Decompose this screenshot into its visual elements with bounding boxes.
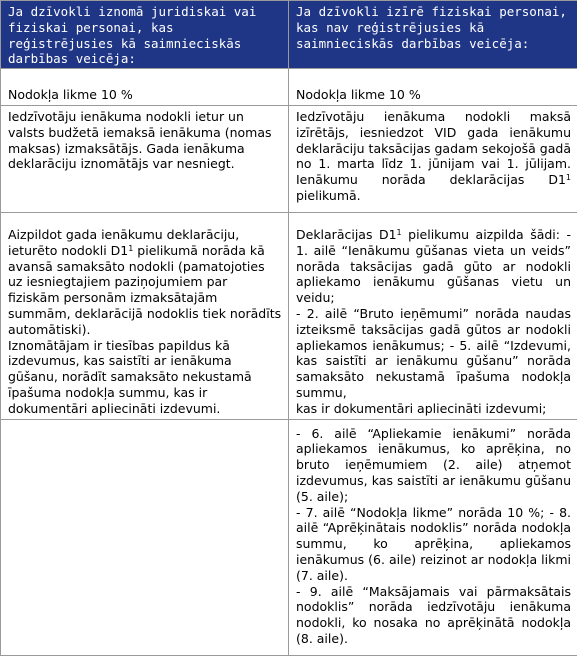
declaration-row (1, 212, 577, 419)
declaration-right (289, 212, 577, 419)
declaration-left (1, 212, 289, 419)
columns-right (289, 419, 577, 655)
declaration-right-sup: 1 (397, 228, 402, 237)
declaration-right-a: Deklarācijas D1 (296, 227, 397, 242)
header-left: Ja dzīvokli iznomā juridiskai vai fiziskai personai, kas reģistrējusies kā saimnieciskās darbības veicēja: (1, 1, 289, 69)
columns-right-p2: - 7. ailē “Nodokļa likme” norāda 10 %; - 8. ailē “Aprēķinātais nodoklis” norāda nodokļa summu, ko aprēķina, apliekamos ienākumus (6. aile) reizinot ar nodokļa likmi (7. aile). (296, 505, 571, 584)
tax-rate-right: Nodokļa likme 10 % (296, 87, 421, 102)
declaration-right-b: pielikumu aizpilda šādi: - 1. ailē “Ienākumu gūšanas vieta un veids” norāda taksācijas gadā gūto ar nodokli apliekamo ienākumu gūšanas vietu un veidu; (296, 227, 571, 305)
declaration-left-sup: 1 (128, 244, 133, 253)
columns-right-p3: - 9. ailē “Maksājamais vai pārmaksātais nodoklis” norāda iedzīvotāju ienākuma nodokli, ko nosaka no aprēķinātā nodokļa (8. aile). (296, 584, 571, 647)
payment-right (289, 105, 577, 212)
declaration-left-p1a: Aizpildot gada ienākumu deklarāciju, ieturēto nodokli D1 (8, 227, 239, 258)
columns-row (1, 419, 577, 655)
header-row (1, 1, 577, 69)
tax-rate-left: Nodokļa likme 10 % (8, 87, 133, 102)
payment-right-text: Iedzīvotāju ienākuma nodokli maksā izīrētājs, iesniedzot VID gada ienākumu deklarāciju taksācijas gadam sekojošā gadā no 1. marta līdz 1. jūnijam vai 1. jūlijam. Ienākumu norāda deklarācijas D1 (296, 109, 571, 187)
columns-right-p1: - 6. ailē “Apliekamie ienākumi” norāda apliekamos ienākumus, ko aprēķina, no bruto ieņēmumiem (2. aile) atņemot izdevumus, kas saistīti ar ienākumu gūšanu (5. aile); (296, 426, 571, 505)
tax-rate-row (1, 69, 577, 106)
columns-left (1, 419, 289, 655)
header-right: Ja dzīvokli izīrē fiziskai personai, kas nav reģistrējusies kā saimnieciskās darbības veicēja: (289, 1, 577, 69)
declaration-left-p1b: pielikumā norāda kā avansā samaksāto nodokli (pamatojoties uz iesniegtajiem paziņojumiem par fiziskām personām izmaksātajām summām, deklarācijā nodoklis tiek norādīts automātiski). (8, 243, 281, 337)
declaration-right-c: - 2. ailē “Bruto ieņēmumi” norāda naudas izteiksmē taksācijas gadā gūtos ar nodokli apliekamos ienākumus; - 5. ailē “Izdevumi, kas saistīti ar ienākumu gūšanu” norāda samaksāto nekustamā īpašuma nodokļa summu, (296, 306, 571, 401)
payment-left: Iedzīvotāju ienākuma nodokli ietur un valsts budžetā iemaksā ienākuma (nomas maksas) izmaksātājs. Gada ienākuma deklarāciju iznomātājs var nesniegt. (8, 109, 282, 172)
payment-right-sup: 1 (566, 173, 571, 182)
payment-right-tail: pielikumā. (296, 188, 361, 203)
declaration-left-p2: Iznomātājam ir tiesības papildus kā izdevumus, kas saistīti ar ienākuma gūšanu, norādīt samaksāto nekustamā īpašuma nodokļa summu, kas ir dokumentāri apliecināti izdevumi. (8, 338, 282, 417)
payment-row (1, 105, 577, 212)
declaration-right-d: kas ir dokumentāri apliecināti izdevumi; (296, 401, 571, 417)
